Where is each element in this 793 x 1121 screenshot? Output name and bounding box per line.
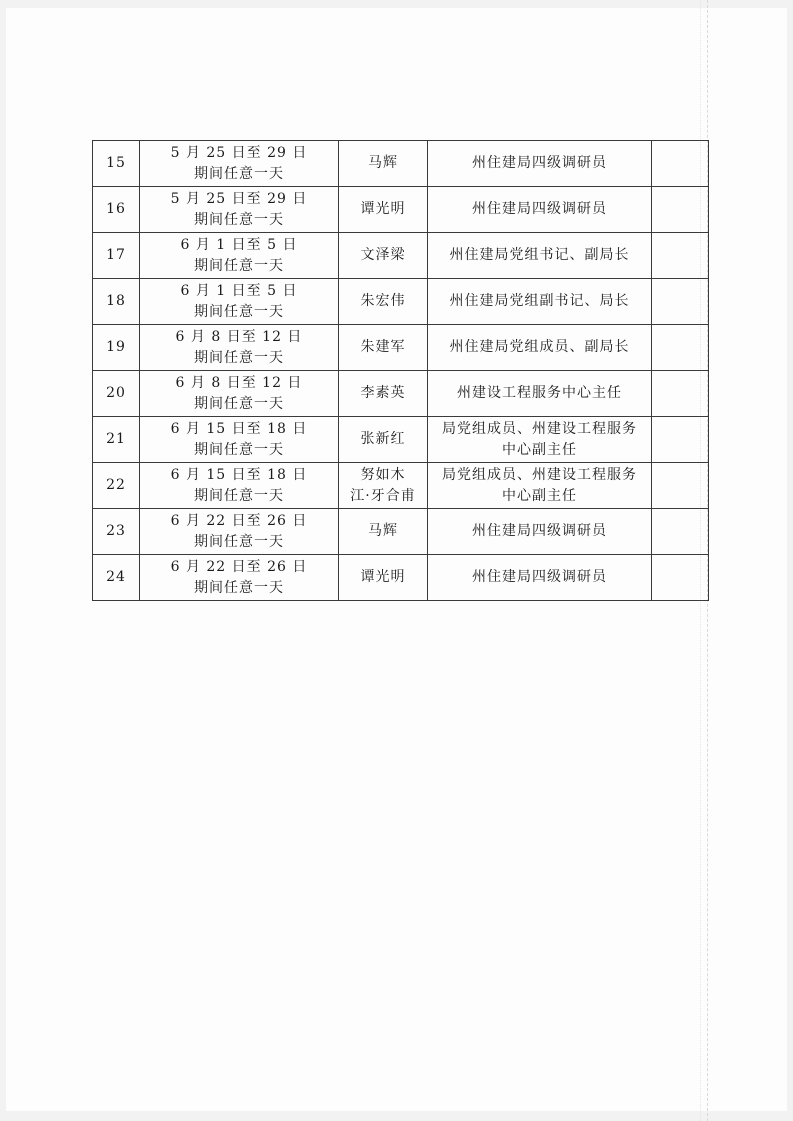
person-name-cell-line: 马辉 xyxy=(368,523,398,539)
person-name-cell-line: 努如木 xyxy=(360,466,406,483)
position-cell xyxy=(428,325,652,371)
person-name-cell-line: 江·牙合甫 xyxy=(350,487,416,504)
remarks-cell xyxy=(652,279,709,325)
date-range-cell-line: 期间任意一天 xyxy=(194,303,284,320)
date-range-cell-line: 6 月 22 日至 26 日 xyxy=(170,512,308,529)
row-number-cell: 23 xyxy=(93,509,140,555)
position-cell-line: 州住建局四级调研员 xyxy=(472,201,607,217)
position-cell xyxy=(428,555,652,601)
date-range-cell xyxy=(140,279,339,325)
date-range-cell-line: 6 月 15 日至 18 日 xyxy=(170,420,308,437)
position-cell-line: 州住建局四级调研员 xyxy=(472,155,607,171)
row-number-cell: 21 xyxy=(93,417,140,463)
position-cell xyxy=(428,233,652,279)
remarks-cell xyxy=(652,555,709,601)
row-number-cell: 19 xyxy=(93,325,140,371)
person-name-cell xyxy=(339,417,428,463)
row-number-cell: 24 xyxy=(93,555,140,601)
person-name-cell xyxy=(339,463,428,509)
position-cell-line: 州住建局四级调研员 xyxy=(472,523,607,539)
person-name-cell xyxy=(339,555,428,601)
position-cell xyxy=(428,141,652,187)
table-row xyxy=(93,279,709,325)
person-name-cell xyxy=(339,509,428,555)
date-range-cell-line: 期间任意一天 xyxy=(194,533,284,550)
table-row xyxy=(93,463,709,509)
date-range-cell-line: 6 月 22 日至 26 日 xyxy=(170,558,308,575)
date-range-cell-line: 期间任意一天 xyxy=(194,395,284,412)
person-name-cell xyxy=(339,371,428,417)
position-cell-line: 州住建局党组副书记、局长 xyxy=(449,293,630,309)
remarks-cell xyxy=(652,233,709,279)
date-range-cell-line: 期间任意一天 xyxy=(194,349,284,366)
remarks-cell xyxy=(652,371,709,417)
position-cell-line: 局党组成员、州建设工程服务 xyxy=(442,466,637,483)
date-range-cell-line: 6 月 1 日至 5 日 xyxy=(180,236,298,253)
position-cell-line: 中心副主任 xyxy=(502,487,577,504)
row-number-cell: 20 xyxy=(93,371,140,417)
position-cell xyxy=(428,417,652,463)
person-name-cell xyxy=(339,187,428,233)
position-cell-line: 中心副主任 xyxy=(502,441,577,458)
person-name-cell-line: 谭光明 xyxy=(360,569,406,585)
date-range-cell-line: 6 月 8 日至 12 日 xyxy=(175,328,303,345)
date-range-cell xyxy=(140,509,339,555)
position-cell xyxy=(428,371,652,417)
position-cell xyxy=(428,509,652,555)
row-number-cell: 17 xyxy=(93,233,140,279)
person-name-cell-line: 谭光明 xyxy=(360,201,406,217)
position-cell-line: 局党组成员、州建设工程服务 xyxy=(442,420,637,437)
date-range-cell-line: 5 月 25 日至 29 日 xyxy=(170,190,308,207)
date-range-cell xyxy=(140,417,339,463)
remarks-cell xyxy=(652,509,709,555)
table-row xyxy=(93,141,709,187)
date-range-cell xyxy=(140,555,339,601)
remarks-cell xyxy=(652,417,709,463)
person-name-cell xyxy=(339,279,428,325)
table-row xyxy=(93,233,709,279)
date-range-cell-line: 期间任意一天 xyxy=(194,487,284,504)
date-range-cell-line: 期间任意一天 xyxy=(194,257,284,274)
row-number-cell: 22 xyxy=(93,463,140,509)
date-range-cell xyxy=(140,371,339,417)
person-name-cell xyxy=(339,233,428,279)
date-range-cell xyxy=(140,187,339,233)
remarks-cell xyxy=(652,325,709,371)
date-range-cell-line: 期间任意一天 xyxy=(194,441,284,458)
row-number-cell: 18 xyxy=(93,279,140,325)
person-name-cell-line: 李素英 xyxy=(360,385,406,401)
person-name-cell-line: 马辉 xyxy=(368,155,398,171)
date-range-cell-line: 期间任意一天 xyxy=(194,579,284,596)
date-range-cell-line: 6 月 1 日至 5 日 xyxy=(180,282,298,299)
date-range-cell xyxy=(140,233,339,279)
date-range-cell-line: 6 月 8 日至 12 日 xyxy=(175,374,303,391)
row-number-cell: 16 xyxy=(93,187,140,233)
date-range-cell-line: 5 月 25 日至 29 日 xyxy=(170,144,308,161)
remarks-cell xyxy=(652,141,709,187)
duty-schedule-table xyxy=(92,140,709,601)
table-row xyxy=(93,509,709,555)
table-row xyxy=(93,371,709,417)
position-cell xyxy=(428,463,652,509)
date-range-cell-line: 期间任意一天 xyxy=(194,211,284,228)
position-cell-line: 州住建局四级调研员 xyxy=(472,569,607,585)
person-name-cell-line: 朱建军 xyxy=(360,339,406,355)
position-cell-line: 州住建局党组书记、副局长 xyxy=(449,247,630,263)
table-row xyxy=(93,417,709,463)
date-range-cell-line: 期间任意一天 xyxy=(194,165,284,182)
date-range-cell xyxy=(140,141,339,187)
position-cell xyxy=(428,279,652,325)
table-row xyxy=(93,325,709,371)
person-name-cell xyxy=(339,141,428,187)
table-row xyxy=(93,555,709,601)
remarks-cell xyxy=(652,187,709,233)
position-cell xyxy=(428,187,652,233)
position-cell-line: 州住建局党组成员、副局长 xyxy=(449,339,630,355)
person-name-cell-line: 朱宏伟 xyxy=(360,293,406,309)
person-name-cell-line: 文泽梁 xyxy=(360,247,406,263)
position-cell-line: 州建设工程服务中心主任 xyxy=(457,385,622,401)
person-name-cell-line: 张新红 xyxy=(360,431,406,447)
date-range-cell-line: 6 月 15 日至 18 日 xyxy=(170,466,308,483)
date-range-cell xyxy=(140,325,339,371)
person-name-cell xyxy=(339,325,428,371)
table-row xyxy=(93,187,709,233)
row-number-cell: 15 xyxy=(93,141,140,187)
schedule-table-body xyxy=(93,141,709,601)
date-range-cell xyxy=(140,463,339,509)
remarks-cell xyxy=(652,463,709,509)
